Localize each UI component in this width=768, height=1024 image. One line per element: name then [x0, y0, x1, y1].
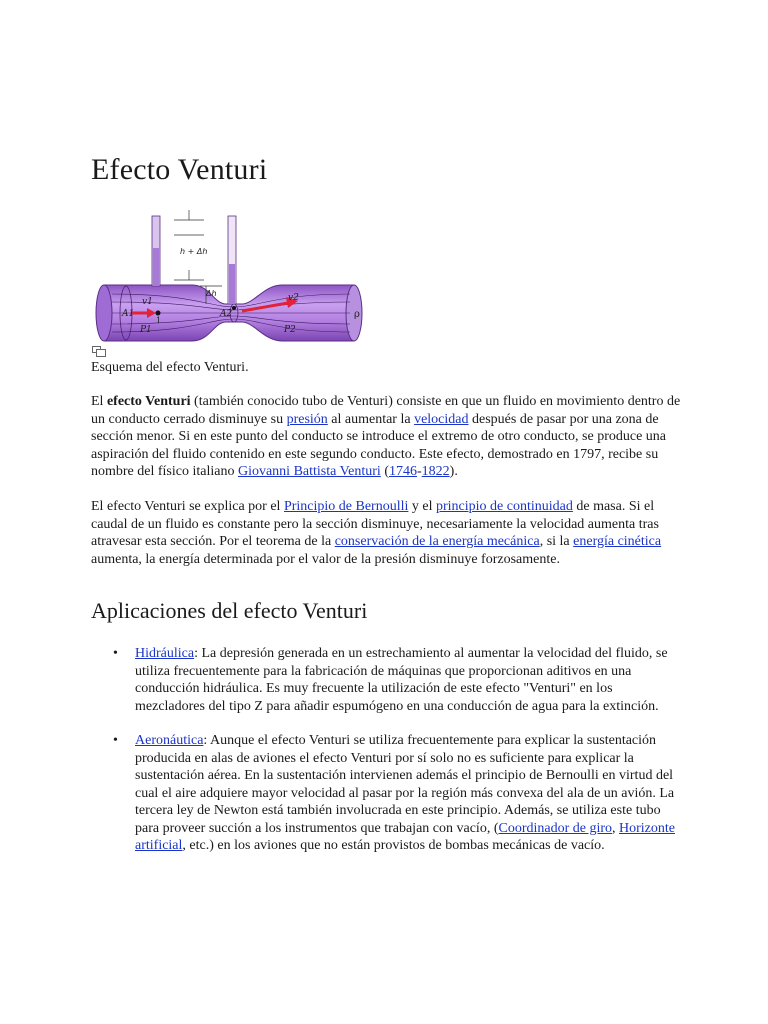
link-energia-cinetica[interactable]: energía cinética: [573, 534, 662, 549]
label-a2: A2: [220, 309, 233, 319]
label-a1: A1: [122, 309, 135, 319]
bullet-icon: •: [113, 646, 118, 661]
link-hidraulica[interactable]: Hidráulica: [135, 646, 195, 661]
link-aeronautica[interactable]: Aeronáutica: [135, 733, 204, 748]
point-1: [156, 311, 161, 316]
figure-caption: Esquema del efecto Venturi.: [91, 360, 249, 375]
point-2: [232, 306, 236, 310]
height-label: h + Δh: [180, 247, 208, 256]
link-presion[interactable]: presión: [286, 411, 328, 427]
list-item: • Hidráulica: La depresión generada en un estrechamiento al aumentar la velocidad del fluido, se utiliza frecuentemente para la fabricación de máquinas que proporcionan aditivos en una conducción hidráulica. Es muy frecuente la utilización de este efecto "Venturi" en los mezcladores del tipo Z para añadir espumógeno en una conducción de agua para la extinción.: [113, 646, 668, 714]
label-v1: v1: [142, 297, 153, 307]
link-venturi[interactable]: Giovanni Battista Venturi: [237, 464, 381, 479]
enlarge-icon[interactable]: [92, 346, 106, 357]
tube-left-end: [96, 285, 112, 341]
link-horizonte-artificial[interactable]: Horizonte artificial: [135, 820, 675, 853]
delta-h-label: Δh: [206, 289, 217, 298]
bold-term: efecto Venturi: [106, 394, 191, 409]
link-coordinador-giro[interactable]: Coordinador de giro: [498, 820, 613, 836]
link-bernoulli[interactable]: Principio de Bernoulli: [283, 499, 409, 514]
page-title: Efecto Venturi: [91, 153, 268, 186]
link-velocidad[interactable]: velocidad: [414, 411, 469, 427]
section-heading: Aplicaciones del efecto Venturi: [91, 598, 368, 623]
piezometer-1-liquid: [153, 248, 159, 286]
label-p2: P2: [284, 325, 296, 335]
link-continuidad[interactable]: principio de continuidad: [436, 499, 573, 514]
applications-list: [91, 645, 681, 872]
intro-paragraph-2: El efecto Venturi se explica por el Principio de Bernoulli y el principio de continuidad de masa. Si el caudal de un fluido es constante pero la sección disminuye, necesariamente la velocidad aumenta tras atravesar esta sección. Por el teorema de la conservación de la energía mecánica, si la energía cinética aumenta, la energía determinada por el valor de la presión disminuye forzosamente.: [91, 499, 662, 567]
bullet-icon: •: [113, 733, 118, 748]
list-item: • Aeronáutica: Aunque el efecto Venturi se utiliza frecuentemente para explicar la sustentación producida en alas de aviones el efecto Venturi por sí solo no es suficiente para explicar la sustentación aérea. En la sustentación intervienen además el principio de Bernoulli en virtud del cual el aire adquiere mayor velocidad al pasar por la región más convexa del ala de un avión. La tercera ley de Newton está también involucrada en este principio. Además, se utiliza este tubo para proveer succión a los instrumentos que trabajan con vacío, (Coordinador de giro, Horizonte artificial, etc.) en los aviones que no están provistos de bombas mecánicas de vacío.: [113, 733, 675, 853]
label-rho: ρ: [354, 309, 360, 320]
link-1746[interactable]: 1746: [388, 464, 417, 479]
label-v2: v2: [288, 293, 299, 303]
label-p1: P1: [140, 325, 152, 335]
venturi-diagram: [92, 208, 372, 354]
intro-paragraph-1: El efecto Venturi (también conocido tubo de Venturi) consiste en que un fluido en movimiento dentro de un conducto cerrado disminuye su presión al aumentar la velocidad después de pasar por una zona de sección menor. Si en este punto del conducto se introduce el extremo de otro conducto, se produce una aspiración del fluido contenido en este segundo conducto. Este efecto, demostrado en 1797, recibe su nombre del físico italiano Giovanni Battista Venturi (1746-1822).: [91, 394, 681, 479]
piezometer-2-liquid: [229, 264, 235, 304]
link-1822[interactable]: 1822: [421, 464, 450, 479]
link-conservacion[interactable]: conservación de la energía mecánica: [334, 534, 540, 549]
label-point-1: 1: [156, 316, 162, 325]
